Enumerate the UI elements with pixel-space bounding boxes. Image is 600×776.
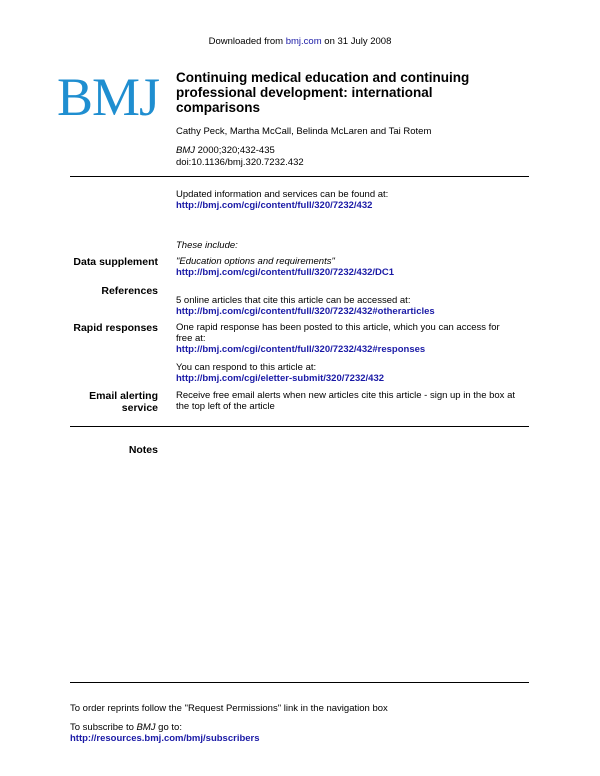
email-alerting-text: the top left of the article <box>176 401 275 412</box>
rapid-responses-content <box>176 322 531 355</box>
article-citation <box>176 145 304 169</box>
email-alerting-text: Receive free email alerts when new articles cite this article - sign up in the box at <box>176 390 515 401</box>
references-link[interactable]: http://bmj.com/cgi/content/full/320/7232/432#otherarticles <box>176 306 435 317</box>
respond-link[interactable]: http://bmj.com/cgi/eletter-submit/320/7232/432 <box>176 373 385 384</box>
divider <box>70 176 529 177</box>
article-title-line: comparisons <box>176 100 261 115</box>
email-alerting-label-line: service <box>121 402 158 414</box>
article-title-line: professional development: international <box>176 85 433 100</box>
references-content <box>176 295 531 317</box>
bmj-logo: BMJ <box>57 67 160 127</box>
rapid-responses-link[interactable]: http://bmj.com/cgi/content/full/320/7232/432#responses <box>176 344 426 355</box>
data-supplement-label: Data supplement <box>73 256 158 268</box>
bmj-home-link[interactable]: bmj.com <box>285 36 322 47</box>
subscribe-prefix: To subscribe to <box>70 722 137 733</box>
divider <box>70 426 529 427</box>
article-title-line: Continuing medical education and continuing <box>176 70 470 85</box>
data-supplement-link[interactable]: http://bmj.com/cgi/content/full/320/7232/432/DC1 <box>176 267 395 278</box>
notes-label: Notes <box>128 444 158 456</box>
email-alerting-content <box>176 390 531 412</box>
article-doi: doi:10.1136/bmj.320.7232.432 <box>176 157 304 168</box>
subscribe-suffix: go to: <box>155 722 182 733</box>
download-notice <box>0 36 600 47</box>
download-prefix: Downloaded from <box>208 36 286 47</box>
citation-details: 2000;320;432-435 <box>195 145 275 156</box>
references-text: 5 online articles that cite this article can be accessed at: <box>176 295 411 306</box>
article-title <box>176 70 556 115</box>
subscribe-block <box>70 722 530 744</box>
reprints-text: To order reprints follow the "Request Permissions" link in the navigation box <box>70 703 388 714</box>
email-alerting-label-line: Email alerting <box>89 390 158 402</box>
journal-name: BMJ <box>176 145 195 156</box>
updated-info-text: Updated information and services can be found at: <box>176 189 389 200</box>
data-supplement-content <box>176 256 531 278</box>
includes-label: These include: <box>176 240 238 251</box>
email-alerting-label <box>60 390 158 414</box>
updated-info <box>176 189 531 211</box>
rapid-responses-label: Rapid responses <box>73 322 158 334</box>
divider <box>70 682 529 683</box>
rapid-responses-text: One rapid response has been posted to this article, which you can access for <box>176 322 500 333</box>
download-suffix: on 31 July 2008 <box>321 36 392 47</box>
article-authors: Cathy Peck, Martha McCall, Belinda McLaren and Tai Rotem <box>176 126 432 137</box>
subscribe-journal: BMJ <box>136 722 156 733</box>
respond-text: You can respond to this article at: <box>176 362 317 373</box>
respond-content <box>176 362 531 384</box>
data-supplement-text: "Education options and requirements" <box>176 256 335 267</box>
rapid-responses-text: free at: <box>176 333 206 344</box>
subscribe-link[interactable]: http://resources.bmj.com/bmj/subscribers <box>70 733 260 744</box>
full-article-link[interactable]: http://bmj.com/cgi/content/full/320/7232/432 <box>176 200 373 211</box>
references-label: References <box>101 285 158 297</box>
